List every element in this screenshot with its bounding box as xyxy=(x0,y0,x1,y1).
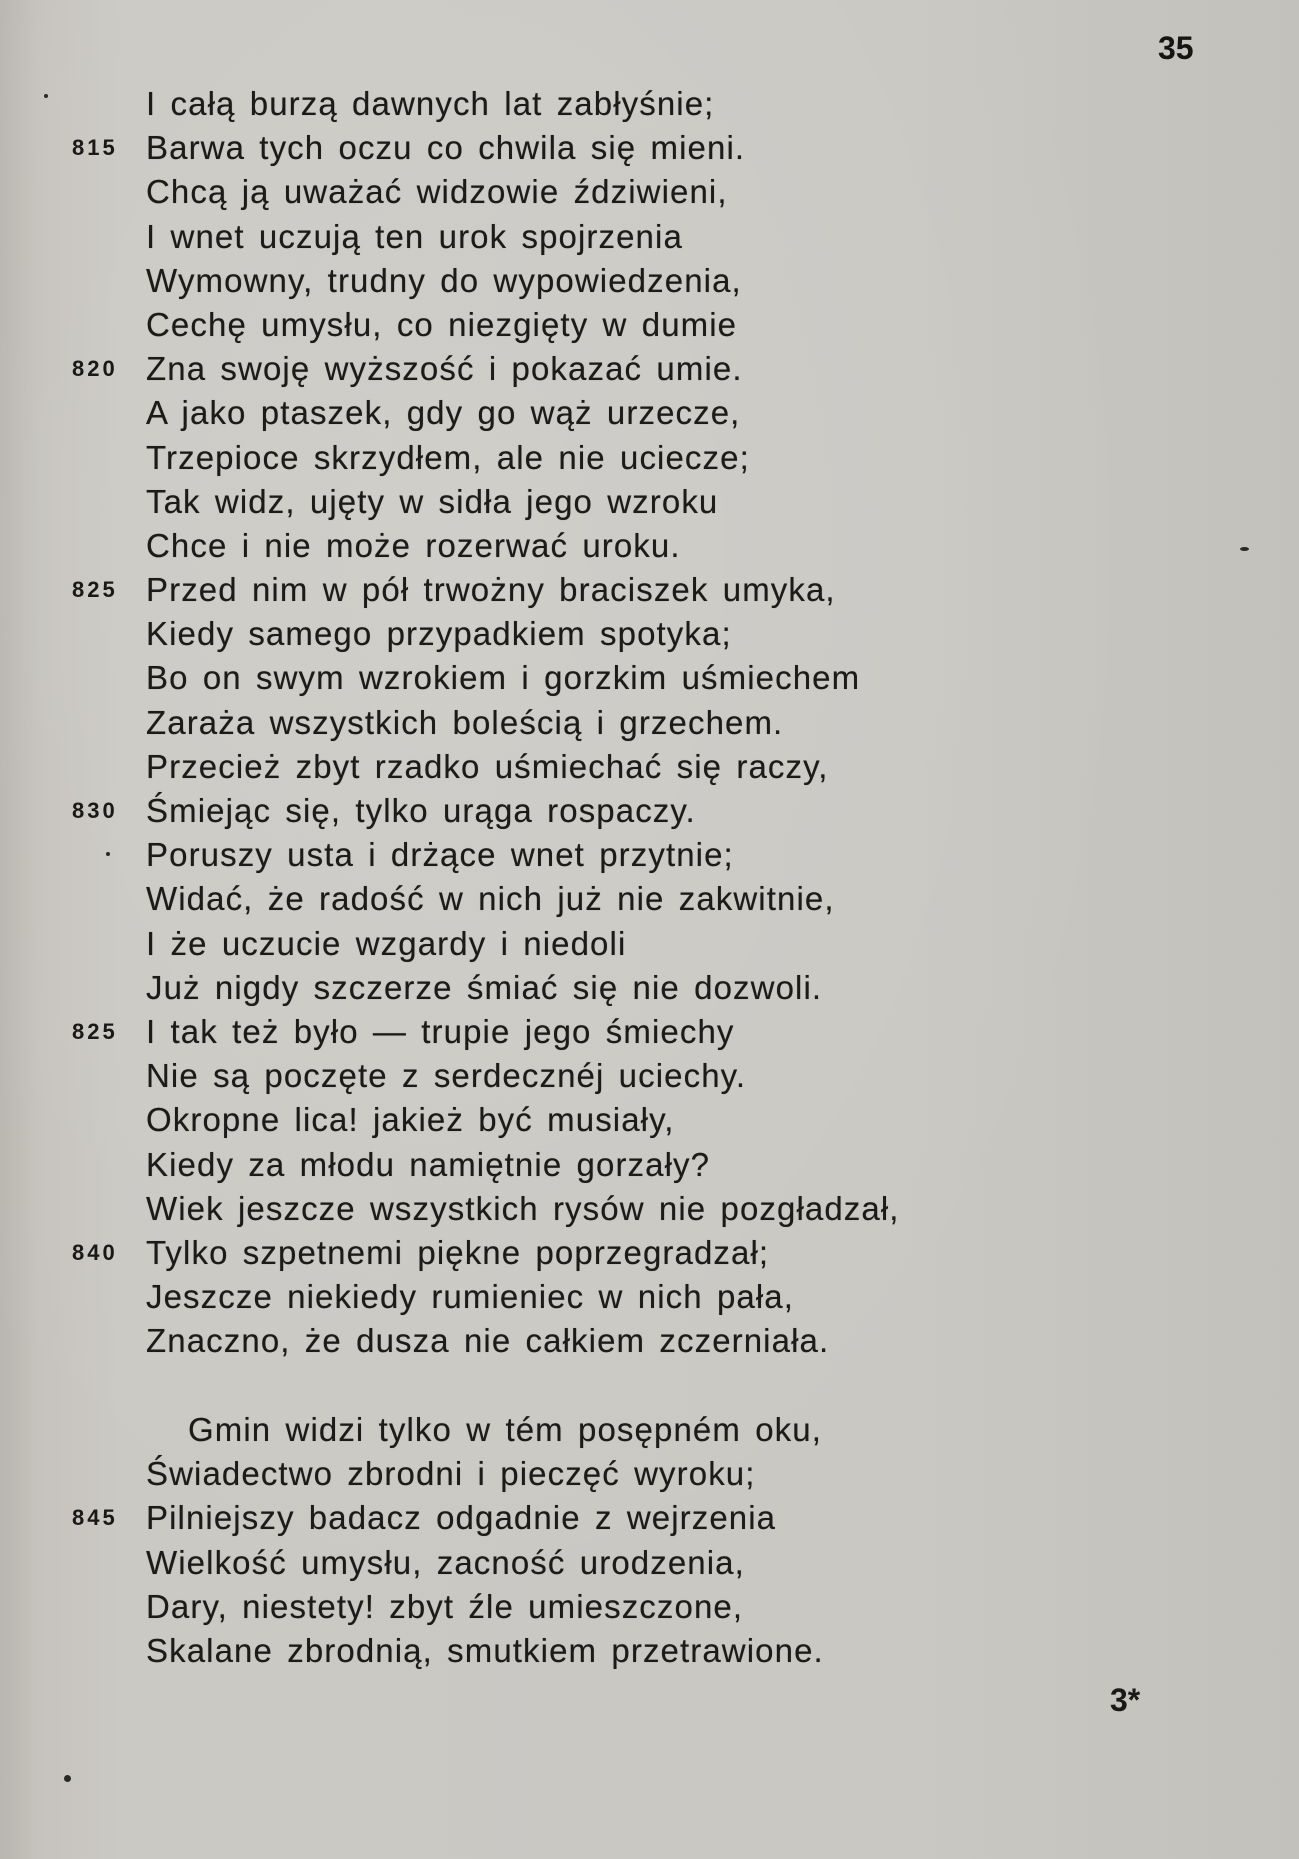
line-text: Bo on swym wzrokiem i gorzkim uśmiechem xyxy=(146,659,861,697)
line-number: 820 xyxy=(72,356,118,382)
line-number: 825 xyxy=(72,1018,118,1044)
poem-line xyxy=(0,656,1100,700)
print-speck xyxy=(44,94,48,98)
line-text: Śmiejąc się, tylko urąga rospaczy. xyxy=(146,792,696,829)
poem-line xyxy=(0,480,1100,524)
line-text: Pilniejszy badacz odgadnie z wejrzenia xyxy=(146,1499,777,1537)
line-text: Nie są poczęte z serdecznéj uciechy. xyxy=(146,1057,747,1095)
poem-line xyxy=(0,1319,1100,1363)
line-text: Przed nim w pół trwożny braciszek umyka, xyxy=(146,571,836,609)
line-number: 840 xyxy=(72,1239,118,1265)
line-number: 845 xyxy=(72,1505,118,1531)
poem-line xyxy=(0,745,1100,789)
line-text: Wielkość umysłu, zacność urodzenia, xyxy=(146,1543,745,1581)
line-text: Cechę umysłu, co niezgięty w dumie xyxy=(146,305,738,343)
poem-line xyxy=(0,922,1100,966)
line-text: Trzepioce skrzydłem, ale nie uciecze; xyxy=(146,438,750,476)
poem-line xyxy=(0,1275,1100,1319)
line-text: Zna swoję wyższość i pokazać umie. xyxy=(146,350,743,388)
line-text: Wymowny, trudny do wypowiedzenia, xyxy=(146,261,742,299)
print-speck xyxy=(106,852,110,856)
poem-line xyxy=(0,524,1100,568)
poem-line xyxy=(0,215,1100,259)
poem-line xyxy=(0,701,1100,745)
line-number: 815 xyxy=(72,135,118,161)
line-number: 825 xyxy=(72,577,118,603)
line-text: Już nigdy szczerze śmiać się nie dozwoli. xyxy=(146,968,823,1006)
poem-line xyxy=(0,612,1100,656)
stanza-2 xyxy=(0,1408,1100,1673)
poem-line xyxy=(0,1010,1100,1054)
line-text: I tak też było — trupie jego śmiechy xyxy=(146,1012,735,1050)
poem-line xyxy=(0,568,1100,612)
line-text: Chcą ją uważać widzowie ździwieni, xyxy=(146,173,728,211)
poem-line xyxy=(0,1541,1100,1585)
line-text: Widać, że radość w nich już nie zakwitnie, xyxy=(146,880,835,918)
line-text: Zaraża wszystkich boleścią i grzechem. xyxy=(146,703,784,741)
poem-line xyxy=(0,303,1100,347)
line-text: Poruszy usta i drżące wnet przytnie; xyxy=(146,836,734,874)
poem-line xyxy=(0,126,1100,170)
poem-line xyxy=(0,1054,1100,1098)
poem-line xyxy=(0,82,1100,126)
poem-line xyxy=(0,789,1100,833)
poem-line xyxy=(0,877,1100,921)
page-number: 35 xyxy=(1158,30,1194,66)
line-text: Tak widz, ujęty w sidła jego wzroku xyxy=(146,482,719,520)
line-text: Tylko szpetnemi piękne poprzegradzał; xyxy=(146,1233,770,1271)
poem-line xyxy=(0,1452,1100,1496)
line-text: Barwa tych oczu co chwila się mieni. xyxy=(146,129,746,167)
print-speck xyxy=(64,1775,71,1782)
signature-mark: 3* xyxy=(1110,1682,1141,1718)
stanza-1 xyxy=(0,82,1100,1363)
line-text: Dary, niestety! zbyt źle umieszczone, xyxy=(146,1587,744,1625)
line-text: Gmin widzi tylko w tém posępném oku, xyxy=(188,1411,822,1448)
poem-line xyxy=(0,1231,1100,1275)
print-speck xyxy=(1240,547,1249,551)
poem-line xyxy=(0,966,1100,1010)
poem-line xyxy=(0,1585,1100,1629)
line-text: Przecież zbyt rzadko uśmiechać się raczy, xyxy=(146,747,829,785)
poem-line xyxy=(0,1408,1100,1452)
poem-line xyxy=(0,436,1100,480)
line-text: Świadectwo zbrodni i pieczęć wyroku; xyxy=(146,1455,756,1493)
poem-line xyxy=(0,391,1100,435)
line-text: Chce i nie może rozerwać uroku. xyxy=(146,526,681,564)
line-text: I że uczucie wzgardy i niedoli xyxy=(146,924,627,962)
line-text: Znaczno, że dusza nie całkiem zczerniała. xyxy=(146,1322,830,1360)
poem-line xyxy=(0,833,1100,877)
line-text: Okropne lica! jakież być musiały, xyxy=(146,1101,675,1139)
line-text: Skalane zbrodnią, smutkiem przetrawione. xyxy=(146,1631,824,1669)
line-text: Kiedy za młodu namiętnie gorzały? xyxy=(146,1145,711,1183)
poem-line xyxy=(0,259,1100,303)
poem-line xyxy=(0,1098,1100,1142)
line-text: Wiek jeszcze wszystkich rysów nie pozgładzał, xyxy=(146,1189,900,1227)
poem-line xyxy=(0,1629,1100,1673)
line-text: A jako ptaszek, gdy go wąż urzecze, xyxy=(146,394,741,432)
poem-line xyxy=(0,347,1100,391)
line-text: Jeszcze niekiedy rumieniec w nich pała, xyxy=(146,1278,795,1316)
poem-line xyxy=(0,1187,1100,1231)
poem-line xyxy=(0,1496,1100,1540)
line-number: 830 xyxy=(72,798,118,823)
line-text: Kiedy samego przypadkiem spotyka; xyxy=(146,615,732,653)
line-text: I wnet uczują ten urok spojrzenia xyxy=(146,217,683,255)
line-text: I całą burzą dawnych lat zabłyśnie; xyxy=(146,85,715,122)
poem-line xyxy=(0,1143,1100,1187)
poem-line xyxy=(0,170,1100,214)
